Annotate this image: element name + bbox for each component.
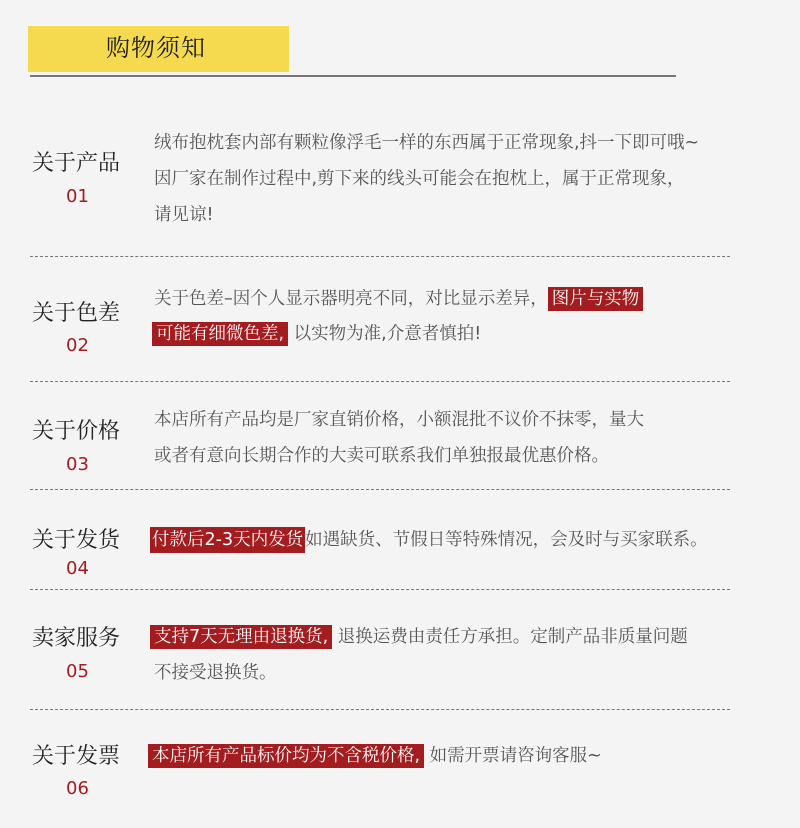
section-text: 关于色差–因个人显示器明亮不同，对比显示差异，	[154, 289, 548, 309]
dashed-divider	[30, 709, 730, 710]
section-number: 06	[66, 778, 89, 799]
highlight-badge: 付款后2-3天内发货	[150, 527, 305, 553]
section-number: 04	[66, 558, 89, 579]
highlight-badge: 支持7天无理由退换货,	[150, 625, 332, 649]
section-text: 如需开票请咨询客服~	[429, 746, 602, 766]
section-text-line	[148, 743, 602, 769]
section-text-line: 因厂家在制作过程中,剪下来的线头可能会在抱枕上，属于正常现象，	[154, 169, 685, 189]
section-title: 卖家服务	[32, 626, 121, 651]
section-number: 01	[66, 186, 89, 207]
section-title: 关于发货	[32, 528, 121, 553]
highlight-badge: 本店所有产品标价均为不含税价格,	[148, 744, 424, 768]
section-number: 02	[66, 335, 89, 356]
highlight-badge: 可能有细微色差,	[152, 322, 288, 346]
title-underline	[30, 75, 676, 77]
section-text-line: 或者有意向长期合作的大卖可联系我们单独报最优惠价格。	[154, 446, 609, 466]
section-text-line: 请见谅!	[154, 205, 214, 225]
dashed-divider	[30, 489, 730, 490]
dashed-divider	[30, 589, 730, 590]
section-number: 05	[66, 661, 89, 682]
section-title: 关于价格	[32, 419, 121, 444]
section-text: 以实物为准,介意者慎拍!	[293, 324, 482, 344]
page-title: 购物须知	[106, 34, 206, 62]
section-title: 关于产品	[32, 151, 121, 176]
highlight-badge: 图片与实物	[548, 287, 644, 311]
section-number: 03	[66, 454, 89, 475]
section-title: 关于色差	[32, 301, 121, 326]
section-text-line	[150, 624, 688, 650]
section-text: 退换运费由责任方承担。定制产品非质量问题	[337, 627, 688, 647]
section-text-line	[154, 286, 643, 312]
dashed-divider	[30, 256, 730, 257]
section-text-line: 本店所有产品均是厂家直销价格，小额混批不议价不抹零，量大	[154, 410, 644, 430]
section-text-line: 不接受退换货。	[154, 663, 277, 683]
section-text: 如遇缺货、节假日等特殊情况，会及时与买家联系。	[305, 530, 708, 550]
section-text-line	[150, 527, 708, 553]
section-title: 关于发票	[32, 744, 121, 769]
dashed-divider	[30, 381, 730, 382]
section-text-line: 绒布抱枕套内部有颗粒像浮毛一样的东西属于正常现象,抖一下即可哦~	[154, 133, 700, 153]
section-text-line	[152, 321, 481, 347]
